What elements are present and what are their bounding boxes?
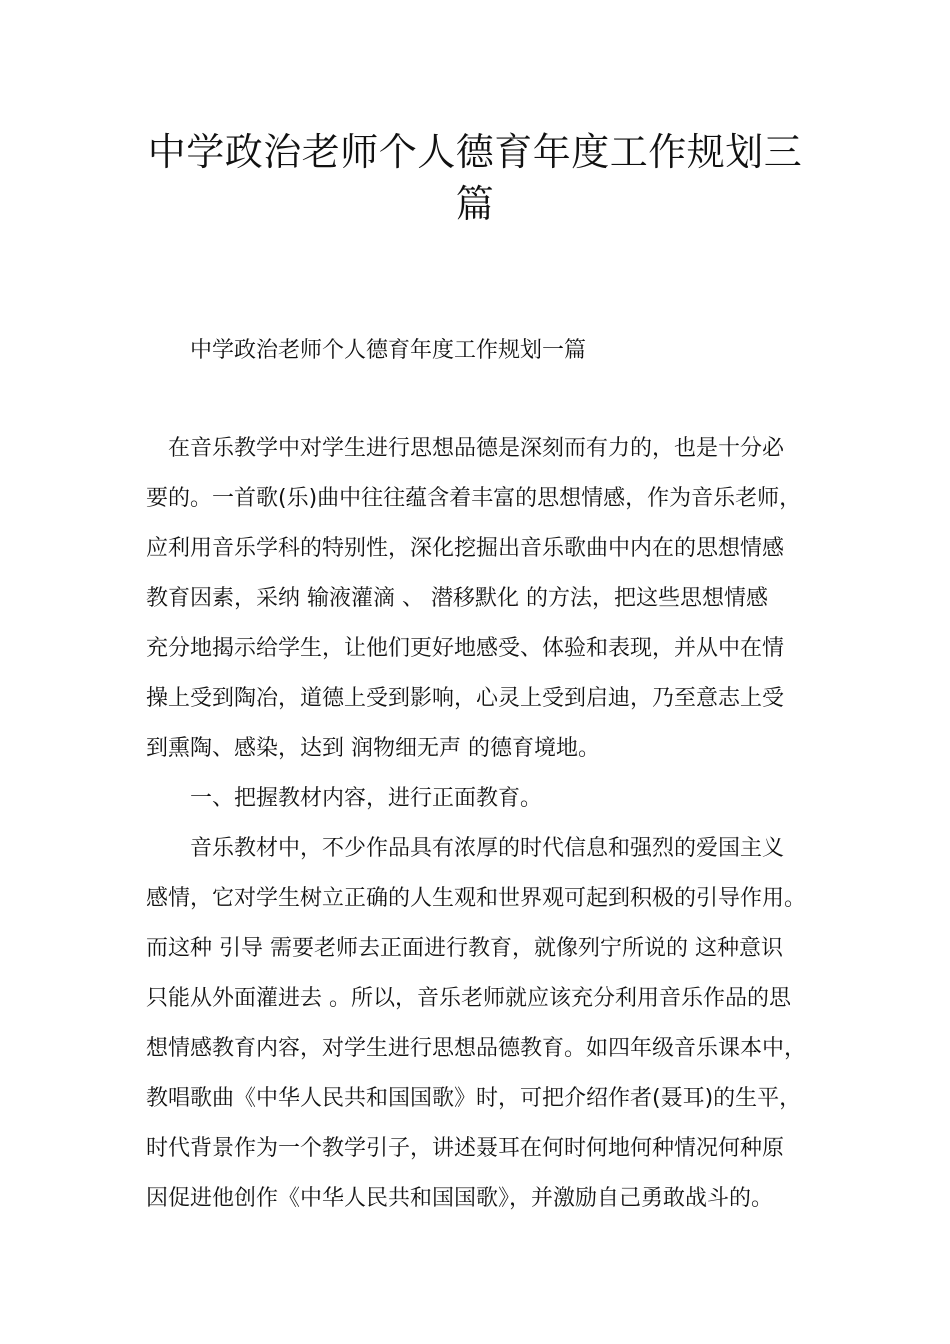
paragraph-line: 教育因素，采纳 输液灌滴 、 潜移默化 的方法，把这些思想情感 <box>146 586 768 611</box>
paragraph-line: 因促进他创作《中华人民共和国国歌》，并激励自己勇敢战斗的。 <box>146 1186 774 1211</box>
title-line: 篇 <box>455 182 495 226</box>
paragraph-line: 要的。一首歌(乐)曲中往往蕴含着丰富的思想情感，作为音乐老师， <box>146 486 802 511</box>
paragraph-line: 充分地揭示给学生，让他们更好地感受、体验和表现，并从中在情 <box>146 636 785 661</box>
title-line: 中学政治老师个人德育年度工作规划三 <box>147 130 803 174</box>
paragraph-line: 而这种 引导 需要老师去正面进行教育，就像列宁所说的 这种意识 <box>146 936 783 961</box>
paragraph-line: 音乐教材中，不少作品具有浓厚的时代信息和强烈的爱国主义 <box>190 836 785 861</box>
section-heading-text: 一、把握教材内容，进行正面教育。 <box>190 786 543 811</box>
paragraph-line: 到熏陶、感染，达到 润物细无声 的德育境地。 <box>146 736 600 761</box>
paragraph-line: 感情，它对学生树立正确的人生观和世界观可起到积极的引导作用。 <box>146 886 807 911</box>
paragraph-line: 操上受到陶冶，道德上受到影响，心灵上受到启迪，乃至意志上受 <box>146 686 785 711</box>
section-heading <box>146 774 826 824</box>
section-subtitle: 中学政治老师个人德育年度工作规划一篇 <box>190 338 587 363</box>
paragraph-body <box>146 824 826 1224</box>
paragraph-line: 时代背景作为一个教学引子，讲述聂耳在何时何地何种情况何种原 <box>146 1136 785 1161</box>
paragraph-intro <box>146 424 826 774</box>
document-title <box>120 126 830 230</box>
paragraph-line: 应利用音乐学科的特别性，深化挖掘出音乐歌曲中内在的思想情感 <box>146 536 785 561</box>
paragraph-line: 想情感教育内容，对学生进行思想品德教育。如四年级音乐课本中， <box>146 1036 807 1061</box>
paragraph-line: 教唱歌曲《中华人民共和国国歌》时，可把介绍作者(聂耳)的生平， <box>146 1086 802 1111</box>
paragraph-line: 只能从外面灌进去 。所以，音乐老师就应该充分利用音乐作品的思 <box>146 986 791 1011</box>
paragraph-line: 在音乐教学中对学生进行思想品德是深刻而有力的，也是十分必 <box>168 436 785 461</box>
